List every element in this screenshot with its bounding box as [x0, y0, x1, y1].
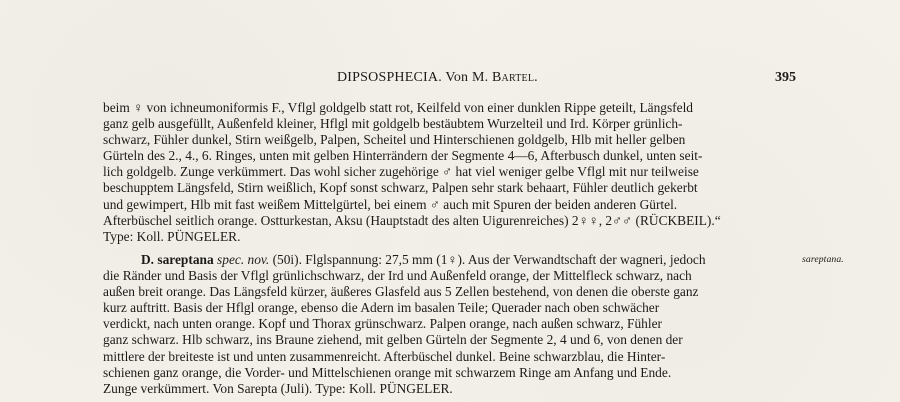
text-line: außen breit orange. Das Längsfeld kürzer, äußeres Glasfeld aus 5 Zellen bestehend, von denen die oberste ganz: [103, 284, 699, 300]
running-head-author: Bartel: [492, 70, 535, 85]
running-head: [337, 70, 538, 86]
text-line: schwarz, Fühler dunkel, Stirn weißgelb, Palpen, Scheitel und Hinterschienen goldgelb, Hlb mit heller gelben: [103, 132, 686, 148]
species-designation: spec. nov.: [217, 252, 270, 267]
text-line: verdickt, nach unten orange. Kopf und Thorax grünschwarz. Palpen orange, nach außen schwarz, Fühler: [103, 316, 662, 332]
text-line: und gewimpert, Hlb mit fast weißem Mittelgürtel, bei einem ♂ auch mit Spuren der beiden anderen Gürtel.: [103, 196, 678, 212]
text-line: kurz auftritt. Basis der Hflgl orange, ebenso die Adern im basalen Teile; Querader nach oben schwächer: [103, 300, 660, 316]
text-line: schienen ganz orange, die Vorder- und Mittelschienen orange mit schwarzem Ringe am Anfang und Ende.: [103, 364, 672, 380]
margin-note: sareptana.: [802, 254, 844, 265]
text-line: ganz gelb ausgefüllt, Außenfeld kleiner, Hflgl mit goldgelb bestäubtem Wurzelteil und Ird. Körper grünlich-: [103, 116, 683, 132]
species-intro: (50i). Flglspannung: 27,5 mm (1♀). Aus der Verwandtschaft der wagneri, jedoch: [272, 252, 706, 267]
text-line: ganz schwarz. Hlb schwarz, ins Braune ziehend, mit gelben Gürteln der Segmente 2, 4 und 6, von denen der: [103, 332, 683, 348]
text-line: lich goldgelb. Zunge verkümmert. Das wohl sicher zugehörige ♂ hat viel weniger gelbe Vflgl mit nur teilweise: [103, 164, 699, 180]
text-line: Afterbüschel seitlich orange. Ostturkestan, Aksu (Hauptstadt des alten Uigurenreiches) 2♀♀, 2♂♂ (RÜCKBEIL).“: [103, 212, 721, 228]
species-heading-line: [103, 252, 798, 268]
paragraph-two: [103, 252, 798, 397]
text-line: beim ♀ von ichneumoniformis F., Vflgl goldgelb statt rot, Keilfeld von einer dunklen Rippe geteilt, Längsfeld: [103, 100, 693, 115]
text-line: Zunge verkümmert. Von Sarepta (Juli). Type: Koll. PÜNGELER.: [103, 380, 453, 396]
species-name: D. sareptana: [141, 252, 214, 267]
text-line: beschupptem Längsfeld, Stirn weißlich, Kopf sonst schwarz, Palpen sehr stark behaart, Fühler deutlich gekerbt: [103, 180, 698, 196]
text-line: die Ränder und Basis der Vflgl grünlichschwarz, der Ird und Außenfeld orange, der Mittelfleck schwarz, nach: [103, 268, 692, 284]
page-number: 395: [775, 70, 796, 85]
text-line: Type: Koll. PÜNGELER.: [103, 228, 241, 244]
running-head-period: .: [534, 70, 538, 85]
text-line: mittlere der breiteste ist und unten zusammenreicht. Afterbüschel dunkel. Beine schwarzblau, die Hinter-: [103, 348, 666, 364]
text-line: Gürteln des 2., 4., 6. Ringes, unten mit gelben Hinterrändern der Segmente 4—6, Afterbusch dunkel, unten seit-: [103, 148, 703, 164]
running-head-title: DIPSOSPHECIA. Von M.: [337, 70, 489, 85]
page-header: [0, 70, 900, 90]
paragraph-one: [103, 100, 798, 245]
